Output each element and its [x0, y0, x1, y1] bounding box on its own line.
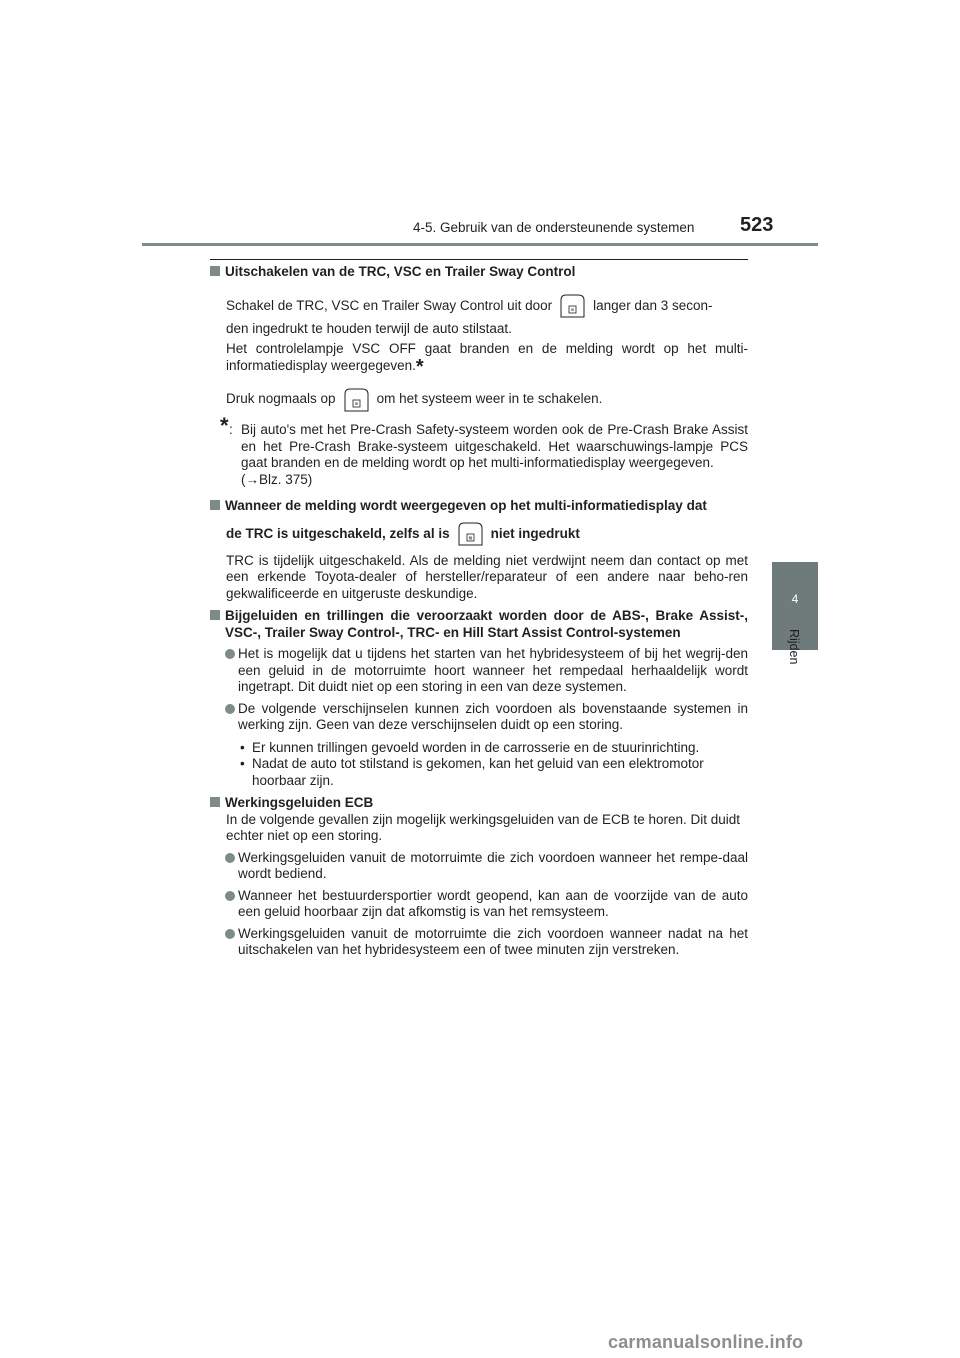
- square-bullet-icon: [210, 610, 220, 620]
- running-header-title: 4-5. Gebruik van de ondersteunende systemen: [413, 220, 695, 235]
- vsc-off-button-icon: [342, 385, 371, 414]
- square-bullet-icon: [210, 797, 220, 807]
- round-bullet-icon: [225, 891, 235, 901]
- svg-text:≋: ≋: [467, 535, 473, 542]
- paragraph: Schakel de TRC, VSC en Trailer Sway Control uit door ≋ langer dan 3 secon-: [210, 291, 748, 321]
- vsc-off-button-icon: [456, 519, 485, 548]
- page-number: 523: [740, 214, 774, 236]
- paragraph: den ingedrukt te houden terwijl de auto stilstaat.: [226, 320, 512, 336]
- section-heading-ecb: Werkingsgeluiden ECB: [210, 795, 748, 812]
- page-reference: (→Blz. 375): [241, 471, 313, 487]
- header-divider: [142, 243, 818, 246]
- page-content: [210, 264, 748, 959]
- paragraph: TRC is tijdelijk uitgeschakeld. Als de melding niet verdwijnt neem dan contact op met een erkende Toyota-dealer of hersteller/reparateur of een andere naar beho-ren gekwalificeerde en uitgeruste deskundige.: [226, 552, 748, 601]
- sub-list-item: • Er kunnen trillingen gevoeld worden in de carrosserie en de stuurinrichting.: [240, 739, 700, 755]
- round-bullet-icon: [225, 649, 235, 659]
- watermark: carmanualsonline.info: [608, 1332, 804, 1352]
- vsc-off-button-icon: [558, 291, 587, 320]
- list-item: Het is mogelijk dat u tijdens het starten van het hybridesysteem of bij het wegrij-den een geluid in de motorruimte hoort wanneer het rempedaal herhaaldelijk wordt ingetrapt. Dit duidt niet op een storing in een van deze systemen.: [210, 646, 748, 696]
- sub-list-item: • Nadat de auto tot stilstand is gekomen, kan het geluid van een elektromotor hoorbaar zijn.: [240, 756, 704, 788]
- footnote-text: Bij auto's met het Pre-Crash Safety-systeem worden ook de Pre-Crash Brake Assist en het Pre-Crash Brake-systeem uitgeschakeld. Het waarschuwings-lampje PCS gaat branden en de melding wordt op het multi-informatiedisplay weergegeven.: [241, 422, 748, 470]
- section-heading-trc-off: Uitschakelen van de TRC, VSC en Trailer Sway Control: [210, 264, 748, 281]
- round-bullet-icon: [225, 929, 235, 939]
- square-bullet-icon: [210, 500, 220, 510]
- section-heading-trc-message: Wanneer de melding wordt weergegeven op het multi-informatiedisplay dat: [210, 498, 748, 515]
- footnote-marker: *: [220, 413, 229, 438]
- list-item: De volgende verschijnselen kunnen zich voordoen als bovenstaande systemen in werking zijn. Geen van deze verschijnselen duidt op een storing.: [210, 701, 748, 734]
- list-item: Wanneer het bestuurdersportier wordt geopend, kan aan de voorzijde van de auto een geluid hoorbaar zijn dat afkomstig is van het remsysteem.: [210, 888, 748, 921]
- section-heading-noises: Bijgeluiden en trillingen die veroorzaakt worden door de ABS-, Brake Assist-, VSC-, Trailer Sway Control-, TRC- en Hill Start Assist Control-systemen: [210, 608, 748, 641]
- section-heading-continued: de TRC is uitgeschakeld, zelfs al is ≋ niet ingedrukt: [210, 519, 748, 549]
- square-bullet-icon: [210, 266, 220, 276]
- paragraph: Het controlelampje VSC OFF gaat branden en de melding wordt op het multi-informatiedisplay weergegeven.*: [226, 341, 748, 378]
- footnote: * : Bij auto's met het Pre-Crash Safety-systeem worden ook de Pre-Crash Brake Assist en het Pre-Crash Brake-systeem uitgeschakeld. Het waarschuwings-lampje PCS gaat branden en de melding wordt op het multi-informatiedisplay weergegeven. (→Blz. 375): [220, 413, 748, 487]
- chapter-label: Rijden: [787, 629, 801, 665]
- paragraph: In de volgende gevallen zijn mogelijk werkingsgeluiden van de ECB te horen. Dit duidt echter niet op een storing.: [226, 811, 741, 843]
- round-bullet-icon: [225, 853, 235, 863]
- footnote-marker: *: [415, 355, 424, 378]
- content-divider: [210, 259, 748, 260]
- list-item: Werkingsgeluiden vanuit de motorruimte die zich voordoen wanneer nadat na het uitschakelen van het hybridesysteem een of twee minuten zijn verstreken.: [210, 926, 748, 959]
- chapter-number: 4: [791, 592, 799, 606]
- paragraph: Druk nogmaals op ≋ om het systeem weer in te schakelen.: [210, 384, 748, 414]
- svg-text:≋: ≋: [353, 401, 359, 408]
- svg-text:≋: ≋: [570, 307, 575, 314]
- round-bullet-icon: [225, 704, 235, 714]
- list-item: Werkingsgeluiden vanuit de motorruimte die zich voordoen wanneer het rempe-daal wordt bediend.: [210, 850, 748, 883]
- right-arrow-icon: →: [245, 471, 259, 487]
